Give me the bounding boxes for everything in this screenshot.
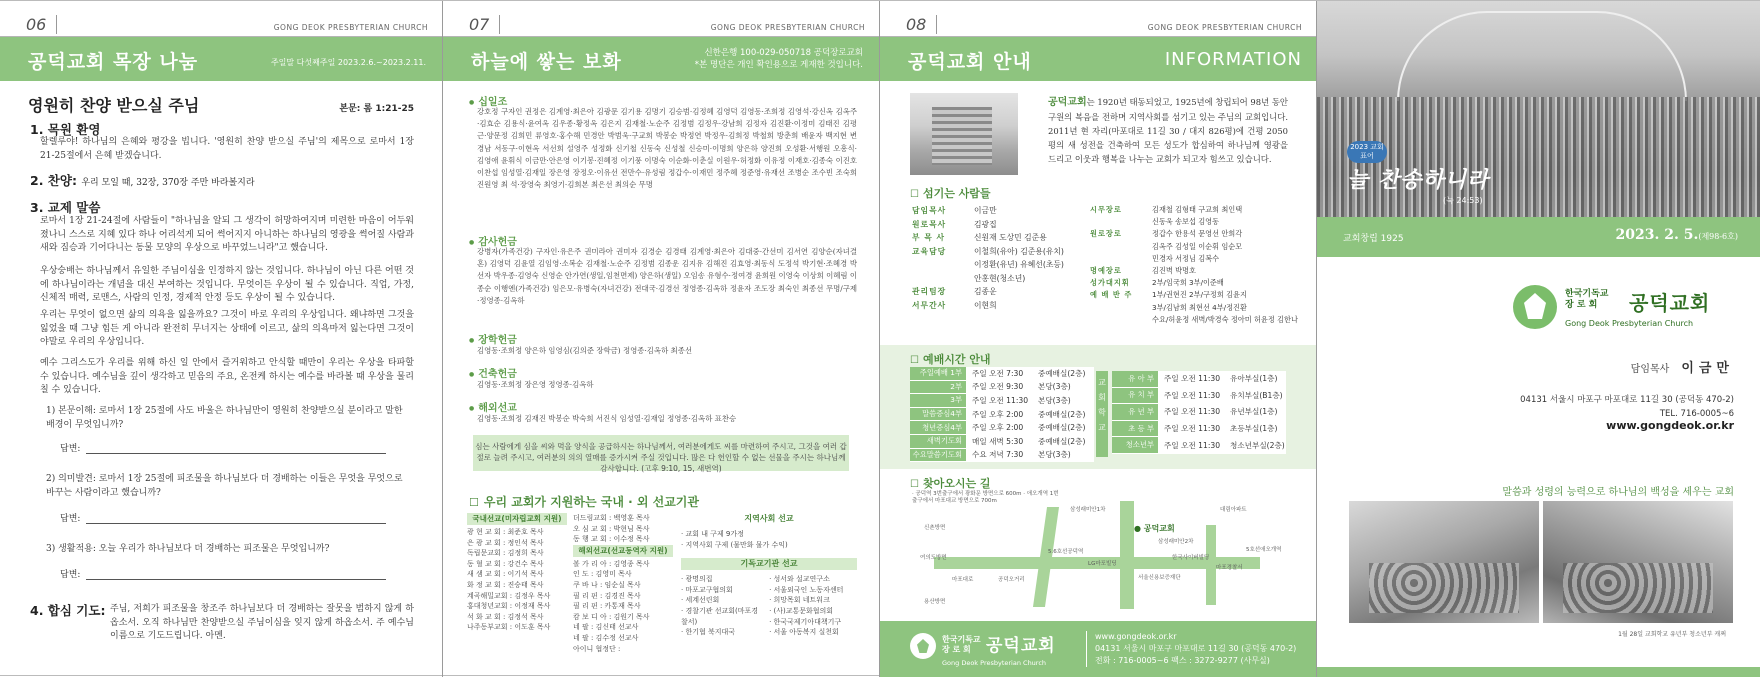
pastor-name: 이금만 — [1681, 361, 1734, 376]
answer-3[interactable] — [60, 567, 386, 580]
list-item: · 세계선린회 — [681, 596, 720, 605]
answer-1[interactable] — [60, 441, 386, 454]
staff-role: 시무장로 — [1090, 205, 1122, 214]
staff-row — [912, 272, 1082, 286]
offering-heading: ● 십일조 — [469, 93, 507, 108]
section-heading-label: 2. 찬양: — [30, 173, 77, 188]
department-name: 유 년 부 — [1112, 404, 1158, 420]
staff-names: 수요/허윤정 새벽/박경숙 정아미 허윤정 김한나 — [1152, 314, 1298, 324]
cover-contact — [1520, 393, 1734, 421]
footer-address: 04131 서울시 마포구 마포대로 11길 30 (공덕동 470-2) — [1095, 644, 1297, 653]
domestic-column — [467, 513, 567, 639]
service-time: 주일 오전 9:30 — [966, 381, 1034, 394]
table-row — [910, 367, 1094, 381]
page-08 — [880, 1, 1317, 677]
staff-row — [1090, 277, 1310, 289]
staff-role: 원로목사 — [912, 219, 947, 229]
page-06 — [0, 1, 443, 677]
service-name: 청년증심4부 — [910, 421, 966, 434]
staff-row — [912, 299, 1082, 313]
prayer-text: 주님, 저희가 피조물을 창조주 하나님보다 더 경배하는 잘못을 범하지 않게 하옵소서. 오직 하나님만 찬양받으실 주님이심을 잊지 않게 하옵소서. 주 예수님 이름으로 기도드립니다. 아멘. — [110, 604, 414, 641]
church-english-name: Gong Deok Presbyterian Church — [1565, 319, 1694, 328]
staff-role: 예 배 반 주 — [1090, 290, 1133, 300]
church-logo — [1513, 283, 1743, 333]
staff-names: 1부/권현진 2부/구정희 김윤지 — [1152, 290, 1247, 300]
list-item: · 마포교구협의회 — [681, 585, 733, 594]
staff-left-list — [912, 204, 1082, 312]
church-slogan: 늘 찬송하니라 — [1347, 168, 1490, 193]
service-time: 주일 오전 11:30 — [1158, 404, 1226, 420]
org-list-b — [769, 574, 857, 638]
intro-church-name: 공덕교회 — [1048, 97, 1087, 108]
school-photo-right — [1543, 501, 1733, 623]
offering-names: 강병자(가족건강) 구자인·유은주 권미라아 권미자 김경순 김경태 김계영·최은아 김대중·간선미 김서연 김양순(자녀결혼) 김영덕 김윤열 김임영·소복순 김재철·노순주 김정범 김종운 김지유 김해진 김효영·최동식 도정석 박기현·조혜경 박선자 박우종·김영숙 신영순 안가연(생일,임천면제) 양은하(생일) 오임송 유형수·정여경 윤희원 이영숙 이상희 이혜림 이종순 이행엔(가족건강) 임은모·유병숙(자녀건강) 전대국·김경선 정영종·김옥하 정윤자 조도장 최숙인 최종선 무명/구제·정영종·김옥하 — [477, 247, 857, 305]
domestic-heading: 국내선교(미자립교회 지원) — [467, 513, 567, 525]
service-time: 매일 새벽 5:30 — [966, 435, 1034, 448]
section-text: 우상숭배는 하나님께서 유일한 주님이심을 인정하지 않는 것입니다. 하나님이 아닌 다른 어떤 것에 하나님이라는 개념을 대신 부여하는 것입니다. 무엇이든 우상이 될 수 있습니다. 직업, 가정, 신체적 매력, 로맨스, 사람의 인정, 경제적 안정 등도 우상이 될 수 있습니다. — [40, 266, 414, 303]
established-year: 교회창립 1925 — [1343, 234, 1404, 244]
section-heading: 1. 목원 환영 — [30, 122, 101, 137]
answer-line — [86, 444, 386, 454]
service-name: 수요말씀기도회 — [910, 449, 966, 462]
page-07 — [443, 1, 880, 677]
map-label: 5.6호선공덕역 — [1048, 549, 1084, 555]
cover-address: 04131 서울시 마포구 마포대로 11길 30 (공덕동 470-2) — [1520, 395, 1734, 405]
offering-names: 강호정 구자인 권정은 김계영·최은아 김광문 김기용 김명기 김승범·김정혜 김영덕 김영동·조희정 김영석·강신옥 김옥주·김효순 김용식·윤여옥 김우종·황정옥 김은지 김재철·노순주 김정범 김정우·강남희 김정자 김진환·이정미 김태진 김평근·양문정 김희민 류영호·홍수해 민경안 박범욱·구교희 박봉순 박정연 박정우·김희정 박철희 방춘희 배윤자 백지현 변경남 서동구·이현옥 서선희 설영주 성정화 신기철 신동숙 신성철 신승미·이명희 양은하 양진희 오성환·서행원 오흥식·김영애 윤휘식 이금만·안은영 이기봉·진혜정 이기풍 이명숙 이순화·이춘실 이원우·허정화 이유정 이재호·김종숙 이진호 이찬섭 임성열·김재일 장은영 장정오·이유선 전만수·유성림 정갑수·이재민 정주혜 정준영·유재선 조병순 조수빈 조숙희 진원영 최 석·장영숙 최영기·김희본 최은선 최의순 무명 — [477, 107, 857, 190]
list-item: 화 정 교 회 : 진승태 목사 — [467, 580, 544, 589]
church-tag: GONG DEOK PRESBYTERIAN CHURCH — [273, 23, 428, 32]
table-row — [910, 449, 1094, 463]
list-item: 필 리 핀 : 카통재 목사 — [573, 602, 641, 611]
list-item: 계곡해밀교회 : 김정우 목사 — [467, 591, 551, 600]
sermon-title: 영원히 찬양 받으실 주님 — [28, 96, 200, 115]
offering-heading: ● 감사헌금 — [469, 233, 517, 248]
page-number: 08 — [906, 15, 937, 34]
motto-badge: 2023 교회표어 — [1347, 141, 1387, 163]
service-place: 중예배실(2층) — [1034, 421, 1094, 434]
church-logo-icon — [910, 633, 936, 659]
staff-row — [1090, 253, 1310, 265]
question-1: 1) 본문이해: 로마서 1장 25절에 사도 바울은 하나님만이 영원히 찬양받으실 분이라고 말한 배경이 무엇입니까? — [46, 406, 403, 430]
offering-heading: ● 장학헌금 — [469, 331, 517, 346]
staff-role: 성가대지휘 — [1090, 278, 1130, 288]
footer-phone: 전화 : 716-0005~6 팩스 : 3272-9277 (사무실) — [1095, 656, 1270, 665]
table-row — [1112, 404, 1286, 421]
service-place: 중예배실(2층) — [1034, 367, 1094, 380]
service-place: 유치부실(B1층) — [1226, 388, 1286, 404]
denomination-line: 장 로 회 — [942, 645, 971, 654]
answer-line — [86, 570, 386, 580]
answer-line — [86, 514, 386, 524]
list-item: 인 도 : 김영미 목사 — [573, 570, 632, 579]
church-building-photo — [910, 93, 1018, 175]
staff-row — [912, 258, 1082, 272]
list-item: 아이니 협정단 : — [573, 644, 621, 653]
list-item: · 서울외국인 노동자센터 — [769, 585, 844, 594]
band-date: 주일말 다섯째주일 2023.2.6.~2023.2.11. — [270, 58, 426, 67]
map-label: 마포대로 — [952, 577, 974, 583]
staff-names: 김재철 김형태 구교희 최인택 — [1152, 205, 1243, 214]
staff-role: 서무간사 — [912, 300, 947, 310]
staff-names: 김광집 — [974, 219, 997, 229]
service-place: 본당(3층) — [1034, 449, 1094, 462]
staff-role: 부 목 사 — [912, 233, 946, 242]
missions-heading: ☐ 우리 교회가 지원하는 국내 · 외 선교기관 — [469, 493, 699, 510]
bulletin-date — [1616, 227, 1739, 243]
scripture-notice: 심는 사람에게 심을 씨와 먹을 양식을 공급하시는 하나님께서, 여러분에게도 씨를 마련하여 주시고, 그것을 여러 갑절로 늘려 주시고, 여러분의 의의 열매를 증가시켜 주실 것입니다. 많은 다 헌인할 수 없는 선물을 주시는 하나님께 감사합니다. (고후 9:10, 15, 새번역) — [473, 435, 849, 471]
staff-row — [912, 204, 1082, 218]
list-item: 은 광 교 회 : 정인석 목사 — [467, 538, 544, 547]
staff-names: 정갑수 한용석 문영선 안희각 — [1152, 229, 1243, 239]
section-text: 예수 그리스도가 우리를 위해 하신 일 안에서 즐거워하고 안식할 때만이 우리는 우상을 타파할 수 있습니다. 예수님을 깊이 생각하고 믿음의 주요, 온전케 하시는 예수를 바라볼 때 우상을 물리칠 수 있습니다. — [40, 358, 414, 395]
map-label: 서울신용보증재단 — [1138, 575, 1181, 581]
service-time: 주일 오전 11:30 — [1158, 388, 1226, 404]
service-name: 3부 — [910, 394, 966, 407]
section-band — [443, 37, 879, 81]
church-name: 공덕교회 — [1629, 291, 1711, 315]
staff-row — [912, 218, 1082, 232]
region-column — [681, 513, 857, 639]
page-header — [443, 1, 879, 37]
offering-heading: ● 건축헌금 — [469, 365, 517, 380]
issue-number: (제98-6호) — [1698, 232, 1738, 241]
band-title: 공덕교회 안내 — [908, 51, 1032, 73]
band-title: 공덕교회 목장 나눔 — [28, 51, 199, 73]
service-place: 유년부실(1층) — [1226, 404, 1286, 420]
staff-role: 명예장로 — [1090, 266, 1122, 276]
staff-row — [912, 231, 1082, 245]
list-item: · (사)교통문화협의회 — [769, 606, 834, 615]
church-emblem-icon — [1513, 285, 1557, 329]
section-text: 우리는 무엇이 없으면 삶의 의욕을 잃을까요? 그것이 바로 우리의 우상입니다. 왜냐하면 그것을 잃었을 때 그냥 힘든 게 아니라 완전히 무너지는 상태에 이르고, 삶의 의욕마저 잃는다면 그것이야말로 우리의 우상입니다. — [40, 310, 414, 347]
region-heading: 지역사회 선교 — [744, 514, 794, 523]
list-item: 독립문교회 : 김정희 목사 — [467, 549, 544, 558]
list-item: 네 팔 : 김신태 선교사 — [573, 623, 639, 632]
slogan-reference: (눅 24:53) — [1443, 196, 1483, 205]
church-map-pin: ● 공덕교회 — [1134, 524, 1175, 533]
service-place: 초등부실(1층) — [1226, 421, 1286, 437]
denomination-line: 한국기독교 — [1565, 289, 1609, 299]
table-row — [1112, 388, 1286, 405]
list-item: 광 현 교 회 : 최준호 목사 — [467, 528, 544, 536]
staff-role: 담임목사 — [912, 206, 947, 215]
service-name: 새벽기도회 — [910, 435, 966, 448]
list-item: · 희망목회 네트워크 — [769, 596, 830, 605]
staff-role: 교육담당 — [912, 246, 947, 256]
staff-row — [1090, 302, 1310, 314]
list-item: · 한기협 북지대국 — [681, 628, 736, 637]
staff-names: 김옥주 김성일 이순휘 임순모 — [1152, 241, 1243, 251]
offering-names: 김영동·조희정 양은하 임영심(김의준 장학금) 정영종·김옥하 최종선 — [477, 346, 692, 355]
section-band — [0, 37, 442, 81]
overseas-column — [573, 513, 673, 653]
church-motto: 말씀과 성령의 능력으로 하나님의 백성을 세우는 교회 — [1502, 487, 1734, 498]
table-row — [910, 394, 1094, 408]
denomination — [942, 635, 981, 655]
org-list-a — [681, 574, 763, 638]
cover-phone: TEL. 716-0005~6 — [1659, 409, 1734, 419]
map-label: 용산방면 — [924, 599, 946, 605]
pastor-label: 담임목사 — [1630, 364, 1670, 375]
page-header — [0, 1, 442, 37]
denomination-line: 한국기독교 — [942, 635, 981, 644]
service-place: 본당(3층) — [1034, 381, 1094, 394]
cover-date-bar — [1317, 217, 1760, 257]
footer-contact — [1086, 631, 1296, 667]
service-time: 주일 오전 11:30 — [1158, 371, 1226, 387]
staff-names: 3부/김남희 최현선 4부/정진환 — [1152, 302, 1247, 312]
department-name: 청소년부 — [1112, 437, 1158, 453]
staff-row — [912, 245, 1082, 259]
list-item: 필 리 핀 : 김경진 목사 — [573, 591, 641, 600]
service-time: 주일 오전 11:30 — [966, 394, 1034, 407]
service-name: 말씀증심4부 — [910, 408, 966, 421]
question-2: 2) 의미발견: 로마서 1장 25절에 피조물을 하나님보다 더 경배하는 이들은 무엇을 무엇으로 바꾸는 사람이라고 했습니까? — [46, 474, 403, 498]
service-place: 본당(3층) — [1034, 394, 1094, 407]
denomination — [1565, 289, 1608, 311]
scripture-ref: 본문: 롬 1:21-25 — [339, 104, 414, 114]
worship-heading: ☐ 예배시간 안내 — [910, 351, 991, 367]
service-place: 청소년부실(2층) — [1226, 437, 1286, 453]
list-item: 동 혈 교 회 : 강건수 목사 — [467, 559, 544, 568]
staff-row — [1090, 216, 1310, 228]
directions-heading: ☐ 찾아오시는 길 — [910, 475, 991, 491]
offering-names: 김영동·조희정 장은영 정영종·김옥하 — [477, 380, 594, 389]
table-row — [910, 421, 1094, 435]
location-map[interactable] — [920, 501, 1290, 611]
table-row — [1112, 437, 1286, 454]
table-row — [1112, 371, 1286, 388]
staff-names: 신원재 도상민 김준용 — [974, 233, 1047, 242]
staff-names: 이철희(유아) 김준용(유치) — [974, 246, 1064, 256]
offering-names: 김영동·조희정 김재진 박봉순 박숙희 서진식 임성열·김재일 정영종·김옥하 표찬승 — [477, 414, 737, 423]
staff-names: 이현희 — [974, 300, 997, 310]
list-item: · 지역사회 구제 (물만화 물가 수익) — [681, 540, 788, 549]
table-row — [910, 381, 1094, 395]
offering-heading: ● 해외선교 — [469, 399, 517, 414]
missions-table — [467, 513, 857, 653]
service-place: 유아부실(1층) — [1226, 371, 1286, 387]
bank-account: 신한은행 100-029-050718 공덕장로교회 — [704, 48, 863, 58]
staff-row — [912, 285, 1082, 299]
department-name: 유 치 부 — [1112, 388, 1158, 404]
map-label: 여의도방면 — [920, 555, 947, 561]
list-item: 나주동부교회 : 이도훈 목사 — [467, 623, 551, 632]
page-number: 07 — [469, 15, 500, 34]
staff-right-list — [1090, 204, 1310, 326]
footer-church-name: 공덕교회 — [986, 636, 1056, 656]
list-item: 새 샘 교 회 : 이기석 목사 — [467, 570, 544, 579]
list-item: · 성서와 설교연구소 — [769, 575, 830, 584]
map-label: 삼성래미안1차 — [1070, 507, 1106, 513]
hymn-list: 우리 모일 때, 32장, 370장 주만 바라볼지라 — [81, 178, 255, 188]
directions-note: · 공덕역 3번출구에서 광화문 방면으로 600m · 애오개역 1번출구에서 마포대교 방면으로 700m — [912, 491, 1059, 504]
staff-row — [1090, 314, 1310, 326]
service-place: 중예배실(2층) — [1034, 408, 1094, 421]
list-note: *본 명단은 개인 확인용으로 게재한 것입니다. — [694, 60, 863, 70]
table-row — [910, 408, 1094, 422]
section-text: 할렐루야! 하나님의 은혜와 평강을 빕니다. '영원히 찬양 받으실 주님'의 제목으로 로마서 1장 21-25절에서 은혜 받겠습니다. — [40, 137, 414, 161]
section-heading — [30, 171, 255, 189]
staff-heading: ☐ 섬기는 사람들 — [910, 185, 991, 201]
map-label: LG마포빌딩 — [1088, 561, 1117, 567]
map-label: 삼성래미안2차 — [1158, 539, 1194, 545]
section-band — [880, 37, 1316, 81]
list-item: · 광명의집 — [681, 575, 713, 584]
org-heading: 기독교기관 선교 — [681, 558, 857, 570]
service-name: 주일예배 1부 — [910, 367, 966, 380]
map-label: 신촌방면 — [924, 525, 946, 531]
staff-names: 이금만 — [974, 206, 997, 215]
section-heading: 3. 교제 말씀 — [30, 200, 101, 215]
band-english-title: INFORMATION — [1164, 49, 1302, 70]
sanctuary-arch — [1397, 11, 1687, 101]
church-tag: GONG DEOK PRESBYTERIAN CHURCH — [710, 23, 865, 32]
page-number: 06 — [26, 15, 57, 34]
overseas-heading: 해외선교(선교동역자 지원) — [573, 545, 673, 557]
senior-pastor — [1631, 357, 1734, 376]
service-time: 주일 오전 11:30 — [1158, 421, 1226, 437]
service-name: 2부 — [910, 381, 966, 394]
map-label: 한국사이버빌딩 — [1172, 555, 1210, 561]
list-item: · 경찰기관 선교회(마포경찰서) — [681, 606, 759, 626]
page-footer — [880, 621, 1316, 677]
staff-names: 이정환(유년) 유혜선(초등) — [974, 260, 1064, 269]
cover-website[interactable]: www.gongdeok.or.kr — [1606, 419, 1734, 432]
list-item: 쿠 바 나 : 임순실 목사 — [573, 580, 641, 589]
list-item: 캄 보 디 아 : 김원기 목사 — [573, 612, 650, 621]
staff-row — [1090, 265, 1310, 277]
worship-table-school — [1112, 371, 1286, 454]
staff-names: 2부/임국희 3부/이준배 — [1152, 278, 1224, 288]
school-photo-left — [1349, 501, 1539, 623]
list-item: 홍대청년교회 : 이정재 목사 — [467, 602, 551, 611]
map-label: 마포경찰서 — [1216, 565, 1243, 571]
worship-table-main — [910, 367, 1094, 462]
footer-church-english: Gong Deok Presbyterian Church — [942, 659, 1047, 667]
photo-caption: 1월 28일 교회학교 유년부 청소년부 캐쩌 — [1618, 631, 1726, 638]
list-item: 더드림교회 : 백영훈 목사 — [573, 514, 650, 522]
section-text: 로마서 1장 21-24절에 사람들이 "하나님을 알되 그 생각이 허망하여지며 미련한 마음이 어두워졌나니 스스로 지혜 있다 하나 어리석게 되어 썩어지지 아니하는 하나님의 영광을 썩어질 사람과 새와 짐승과 기어다니는 동물 모양의 우상으로 바꾸었느니라"고 했습니다. — [40, 216, 414, 253]
staff-names: 김종운 — [974, 287, 997, 296]
service-place: 중예배실(2층) — [1034, 435, 1094, 448]
service-time: 주일 오전 7:30 — [966, 367, 1034, 380]
answer-label: 답변: — [60, 444, 81, 454]
department-name: 유 아 부 — [1112, 371, 1158, 387]
staff-role: 관리팀장 — [912, 287, 947, 296]
list-item: · 서울 아동복지 실천회 — [769, 628, 839, 637]
list-item: 볼 가 리 아 : 김영종 목사 — [573, 559, 650, 568]
list-item: 오 심 교 회 : 박현님 목사 — [573, 524, 650, 533]
band-title: 하늘에 쌓는 보화 — [471, 51, 622, 73]
staff-row — [1090, 289, 1310, 301]
bank-info — [695, 47, 863, 71]
answer-2[interactable] — [60, 511, 386, 524]
staff-names: 김진벽 박명호 — [1152, 266, 1196, 276]
answer-label: 답변: — [60, 570, 81, 580]
intro-text: 는 1920년 태동되었고, 1925년에 창립되어 98년 동안 구원의 복음을 전하며 지역사회를 섬기고 있는 주님의 교회입니다. 2011년 현 자리(마포대로 11길 30 / 대지 826평)에 건평 2050평의 새 성전을 건축하여 모든 성도가 합심하여 하나님께 영광을 드리고 이웃과 행복을 나누는 교회가 되고자 힘쓰고 있습니다. — [1048, 97, 1289, 164]
church-intro — [1048, 95, 1288, 166]
map-label: 공덕오거리 — [998, 577, 1025, 583]
service-time: 주일 오후 2:00 — [966, 421, 1034, 434]
date-text: 2023. 2. 5. — [1615, 227, 1699, 243]
cover-page — [1317, 1, 1760, 677]
staff-names: 민경자 서정님 김복수 — [1152, 253, 1220, 263]
list-item: 동 행 교 회 : 이수정 목사 — [573, 535, 650, 544]
list-item: · 한국국제기아대책기구 — [769, 617, 842, 626]
church-tag: GONG DEOK PRESBYTERIAN CHURCH — [1147, 23, 1302, 32]
map-road — [1206, 525, 1216, 605]
staff-names: 신동욱 송보섭 김영동 — [1152, 217, 1220, 227]
staff-role: 원로장로 — [1090, 229, 1122, 239]
page-header — [880, 1, 1316, 37]
org-lists — [681, 574, 857, 638]
service-time: 주일 오후 2:00 — [966, 408, 1034, 421]
department-name: 초 등 부 — [1112, 421, 1158, 437]
map-road — [1120, 501, 1134, 609]
list-item: 석 화 교 회 : 김정석 목사 — [467, 612, 544, 621]
map-label: 5호선애오개역 — [1246, 547, 1282, 553]
service-time: 주일 오전 11:30 — [1158, 437, 1226, 453]
list-item: · 교회 내 구제 9가정 — [681, 530, 744, 538]
table-row — [1112, 421, 1286, 438]
table-row — [910, 435, 1094, 449]
footer-website[interactable]: www.gongdeok.or.kr — [1095, 632, 1177, 641]
service-time: 수요 저녁 7:30 — [966, 449, 1034, 462]
staff-row — [1090, 241, 1310, 253]
list-item: 네 팔 : 김수정 선교사 — [573, 633, 639, 642]
staff-row — [1090, 204, 1310, 216]
staff-names: 안홍현(청소년) — [974, 273, 1026, 283]
section-heading: 4. 합심 기도: — [30, 603, 106, 618]
question-3: 3) 생활적용: 오늘 우리가 하나님보다 더 경배하는 피조물은 무엇입니까? — [46, 544, 330, 554]
church-school-label: 교회학교 — [1096, 371, 1108, 457]
staff-row — [1090, 228, 1310, 240]
map-label: 대림아파트 — [1220, 507, 1247, 513]
denomination-line: 장 로 회 — [1565, 300, 1598, 310]
answer-label: 답변: — [60, 514, 81, 524]
